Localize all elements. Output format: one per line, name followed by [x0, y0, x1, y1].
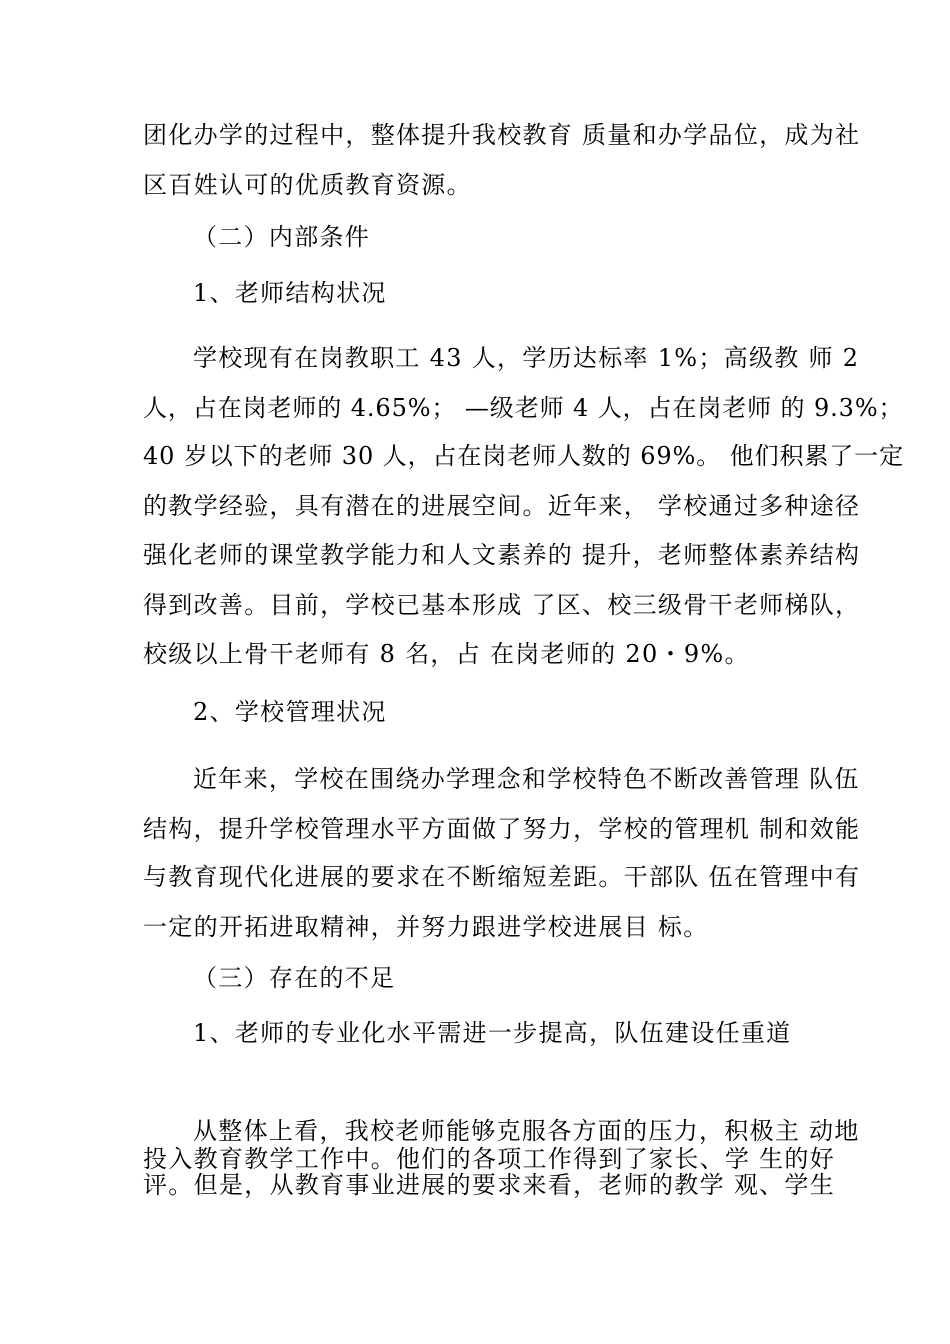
paragraph-line: 40 岁以下的老师 30 人，占在岗老师人数的 69%。 他们积累了一定 — [143, 442, 904, 470]
paragraph-line: 结构，提升学校管理水平方面做了努力，学校的管理机 制和效能 — [143, 815, 861, 843]
paragraph-line: 团化办学的过程中，整体提升我校教育 质量和办学品位，成为社 — [143, 121, 861, 149]
paragraph-line: 从整体上看，我校老师能够克服各方面的压力，积极主 动地 — [193, 1117, 860, 1145]
paragraph-line: 评。但是，从教育事业进展的要求来看，老师的教学 观、学生 — [143, 1171, 836, 1199]
paragraph-line: 的教学经验，具有潜在的进展空间。近年来， 学校通过多种途径 — [143, 492, 861, 520]
subsection-heading: 2、学校管理状况 — [193, 698, 387, 726]
paragraph-line: 与教育现代化进展的要求在不断缩短差距。干部队 伍在管理中有 — [143, 863, 861, 891]
paragraph-line: 学校现有在岗教职工 43 人，学历达标率 1%；高级教 师 2 — [193, 344, 860, 372]
paragraph-line: 区百姓认可的优质教育资源。 — [143, 171, 472, 199]
section-heading: （三）存在的不足 — [193, 964, 396, 992]
section-heading: （二）内部条件 — [193, 223, 371, 251]
paragraph-line: 人，占在岗老师的 4.65%； —级老师 4 人，占在岗老师 的 9.3%； — [143, 394, 904, 422]
paragraph-line: 得到改善。目前，学校已基本形成 了区、校三级骨干老师梯队， — [143, 591, 861, 619]
paragraph-line: 校级以上骨干老师有 8 名，占 在岗老师的 20・9%。 — [143, 640, 750, 668]
paragraph-line: 强化老师的课堂教学能力和人文素养的 提升，老师整体素养结构 — [143, 541, 861, 569]
paragraph-line: 投入教育教学工作中。他们的各项工作得到了家长、学 生的好 — [143, 1145, 836, 1173]
subsection-heading: 1、老师结构状况 — [193, 279, 387, 307]
paragraph-line: 一定的开拓进取精神，并努力跟进学校进展目 标。 — [143, 913, 709, 941]
subsection-heading: 1、老师的专业化水平需进一步提高，队伍建设任重道 — [193, 1019, 792, 1047]
paragraph-line: 近年来，学校在围绕办学理念和学校特色不断改善管理 队伍 — [193, 765, 860, 793]
